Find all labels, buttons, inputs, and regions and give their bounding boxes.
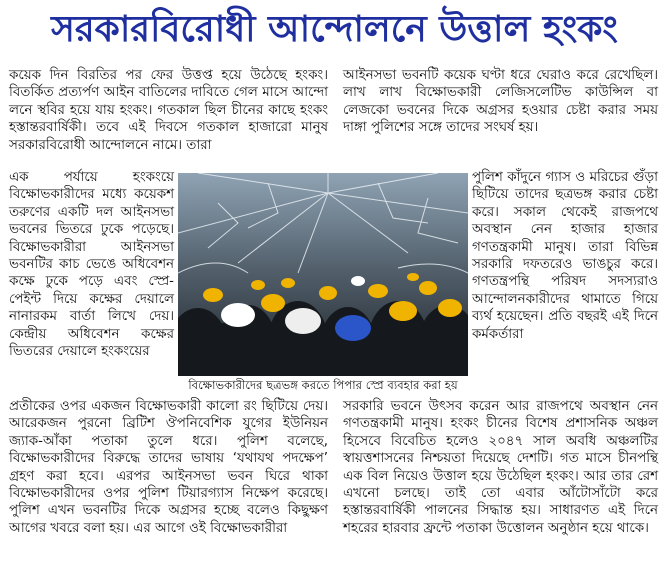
article-column-right-bottom: [343, 398, 658, 537]
article-column-left-middle: [9, 169, 174, 360]
article-column-left-top: [9, 67, 328, 154]
paragraph: সরকারি ভবনে উৎসব করেন আর রাজপথে অবস্থান নেন গণতন্ত্রকামী মানুষ। হংকং চীনের বিশেষ প্রশাসনিক অঞ্চল হিসেবে বিবেচিত হলেও ২০৪৭ সাল অবধি অঞ্চলটির স্বায়ত্তশাসনের নিশ্চয়তা দিয়েছে দেশটি। গত মাসে চীনপন্থি এক বিল নিয়েও উত্তাল হয়ে উঠেছিল হংকং। আর তার রেশ এখনো চলছে। তাই তো এবার আঁটোসাঁটো করে হস্তান্তরবার্ষিকী পালনের সিদ্ধান্ত হয়। সাধারণত এই দিনে শহরের হারবার ফ্রন্টে পতাকা উত্তোলন অনুষ্ঠান হয়ে থাকে।: [343, 399, 658, 536]
news-photo: [178, 173, 468, 376]
paragraph: প্রতীকের ওপর একজন বিক্ষোভকারী কালো রং ছিটিয়ে দেয়। আরেকজন পুরনো ব্রিটিশ ঔপনিবেশিক যুগের ইউনিয়ন জ্যাক-আঁকা পতাকা তুলে ধরে। পুলিশ বলেছে, বিক্ষোভকারীদের বিরুদ্ধে তাদের ভাষায় ‘যথাযথ পদক্ষেপ’ গ্রহণ করা হবে। এরপর আইনসভা ভবন ঘিরে থাকা বিক্ষোভকারীদের ওপর পুলিশ টিয়ারগ্যাস নিক্ষেপ করেছে। পুলিশ এখন ভবনটির দিকে অগ্রসর হচ্ছে বলেও কিছুক্ষণ আগের খবরে বলা হয়। এর আগে ওই বিক্ষোভকারীরা: [9, 399, 328, 536]
article-column-left-bottom: [9, 398, 328, 537]
article-column-right-middle: [472, 169, 658, 343]
paragraph: আইনসভা ভবনটি কয়েক ঘণ্টা ধরে ঘেরাও করে রেখেছিল। লাখ লাখ বিক্ষোভকারী লেজিসলেটিভ কাউন্সিল বা লেজকো ভবনের দিকে অগ্রসর হওয়ার চেষ্টা করার সময় দাঙ্গা পুলিশের সঙ্গে তাদের সংঘর্ষ হয়।: [343, 68, 658, 136]
paragraph: এক পর্যায়ে হংকংয়ে বিক্ষোভকারীদের মধ্যে কয়েকশ তরুণের একটি দল আইনসভা ভবনের ভিতরে ঢুকে পড়েছে। বিক্ষোভকারীরা আইনসভা ভবনটির কাচ ভেঙে অধিবেশন কক্ষে ঢুকে পড়ে এবং স্প্রে-পেইন্ট দিয়ে কক্ষের দেয়ালে নানারকম বার্তা লিখে দেয়। কেন্দ্রীয় অধিবেশন কক্ষের ভিতরের দেয়ালে হংকংয়ের: [9, 170, 174, 360]
paragraph: পুলিশ কাঁদুনে গ্যাস ও মরিচের গুঁড়া ছিটিয়ে তাদের ছত্রভঙ্গ করার চেষ্টা করে। সকাল থেকেই রাজপথে অবস্থান নেন হাজার হাজার গণতন্ত্রকামী মানুষ। তারা বিভিন্ন সরকারি দফতরেও ভাঙচুর করে। গণতন্ত্রপন্থি পরিষদ সদস্যরাও আন্দোলনকারীদের থামাতে গিয়ে ব্যর্থ হয়েছেন। প্রতি বছরই এই দিনে কর্মকর্তারা: [472, 170, 658, 342]
headline: সরকারবিরোধী আন্দোলনে উত্তাল হংকং: [51, 9, 618, 50]
article-column-right-top: [343, 67, 658, 137]
paragraph: কয়েক দিন বিরতির পর ফের উত্তপ্ত হয়ে উঠেছে হংকং। বিতর্কিত প্রত্যর্পণ আইন বাতিলের দাবিতে গেল মাসে আন্দো লনে স্থবির হয়ে যায় হংকং। গতকাল ছিল চীনের কাছে হংকং হস্তান্তরবার্ষিকী। তবে এই দিবসে গতকাল হাজারো মানুষ সরকারবিরোধী আন্দোলনে নামে। তারা: [9, 68, 328, 153]
photo-caption: বিক্ষোভকারীদের ছত্রভঙ্গ করতে পিপার স্প্রে ব্যবহার করা হয়: [178, 376, 468, 394]
protest-photo-illustration: [178, 173, 468, 376]
